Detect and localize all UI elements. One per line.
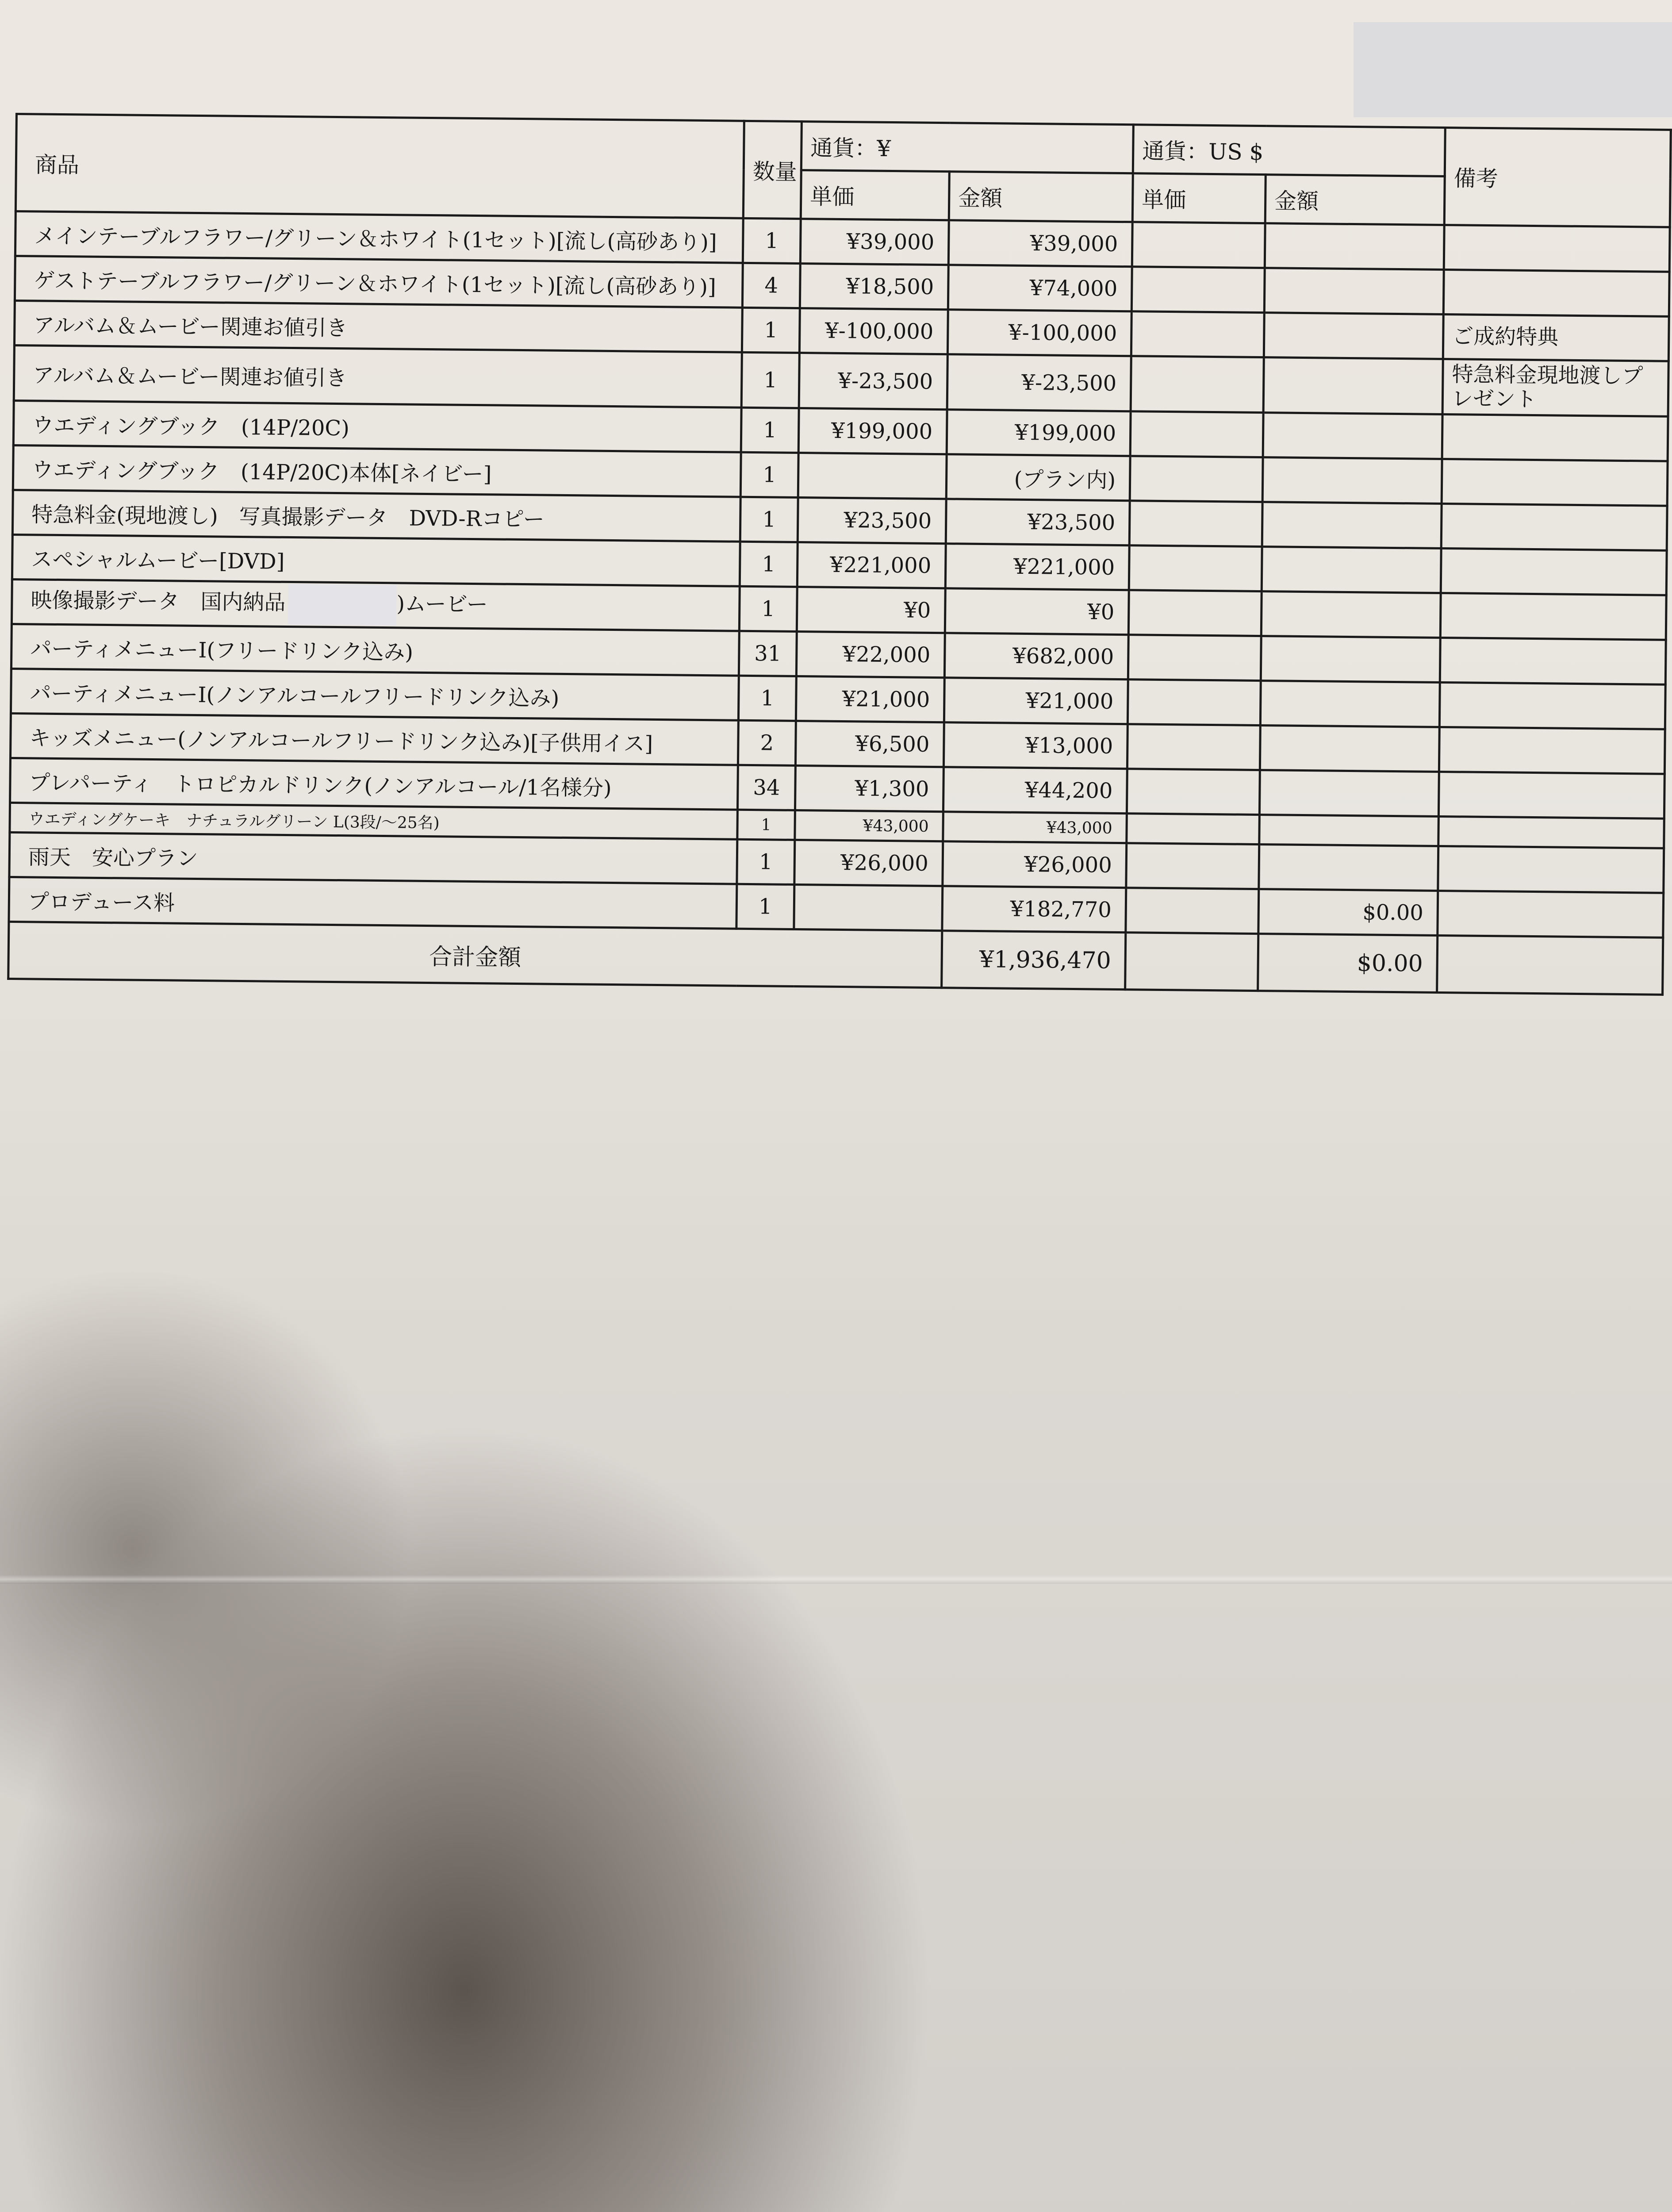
item-quantity: 1	[743, 218, 801, 263]
item-unit-price-yen: ¥221,000	[797, 542, 946, 588]
item-amount-usd: $0.00	[1258, 889, 1438, 936]
item-quantity: 1	[737, 839, 795, 884]
item-quantity: 1	[742, 307, 800, 353]
redaction-block	[288, 584, 397, 626]
header-quantity: 数量	[743, 121, 801, 219]
item-amount-usd	[1265, 223, 1444, 270]
total-unit-price-usd	[1125, 933, 1258, 991]
item-amount-yen: ¥43,000	[943, 812, 1127, 843]
item-amount-yen: ¥26,000	[943, 841, 1127, 888]
item-remarks	[1440, 593, 1666, 640]
item-amount-usd	[1260, 681, 1440, 727]
item-unit-price-yen: ¥22,000	[796, 632, 945, 678]
item-amount-usd	[1262, 547, 1441, 593]
item-amount-usd	[1263, 413, 1442, 459]
item-quantity: 1	[737, 810, 795, 840]
item-amount-usd	[1262, 457, 1442, 504]
item-unit-price-yen: ¥-100,000	[799, 308, 948, 354]
item-amount-yen: ¥74,000	[948, 265, 1132, 311]
item-unit-price-usd	[1126, 888, 1259, 934]
item-quantity: 1	[736, 884, 794, 929]
item-amount-usd	[1261, 636, 1440, 683]
item-name: アルバム＆ムービー関連お値引き	[14, 301, 742, 353]
item-quantity: 4	[742, 263, 800, 308]
item-unit-price-yen: ¥1,300	[795, 765, 943, 811]
quotation-table	[7, 113, 1672, 996]
item-unit-price-yen: ¥23,500	[798, 498, 946, 544]
item-unit-price-usd	[1128, 590, 1262, 636]
item-amount-usd	[1260, 726, 1439, 772]
item-unit-price-usd	[1130, 411, 1263, 457]
item-name-suffix: )ムービー	[396, 591, 488, 617]
item-name: パーティメニューⅠ(フリードリンク込み)	[11, 624, 739, 676]
item-amount-yen: ¥21,000	[944, 678, 1128, 724]
item-amount-usd	[1259, 770, 1439, 817]
item-quantity: 1	[741, 407, 799, 453]
item-amount-yen: ¥23,500	[946, 499, 1130, 545]
item-name: メインテーブルフラワー/グリーン＆ホワイト(1セット)[流し(高砂あり)]	[15, 211, 743, 263]
item-unit-price-yen: ¥43,000	[795, 810, 943, 841]
item-amount-usd	[1259, 845, 1438, 891]
item-remarks	[1438, 816, 1664, 848]
item-name: プロデュース料	[9, 877, 737, 929]
item-unit-price-usd	[1127, 814, 1260, 845]
item-unit-price-yen: ¥6,500	[795, 721, 944, 767]
item-unit-price-yen: ¥26,000	[794, 840, 943, 886]
item-unit-price-yen: ¥199,000	[798, 408, 947, 454]
header-usd-currency: 通貨：US $	[1133, 125, 1445, 177]
item-unit-price-usd	[1131, 311, 1264, 357]
item-amount-usd	[1261, 591, 1441, 638]
item-amount-yen: ¥-100,000	[947, 310, 1131, 356]
item-quantity: 34	[737, 765, 795, 810]
item-quantity: 31	[739, 631, 797, 676]
item-remarks	[1442, 414, 1668, 461]
item-quantity: 1	[739, 586, 797, 631]
item-remarks: ご成約特典	[1443, 315, 1669, 361]
item-unit-price-usd	[1127, 724, 1260, 770]
redaction-block	[1354, 22, 1672, 117]
item-name: パーティメニューⅠ(ノンアルコールフリードリンク込み)	[11, 668, 739, 720]
total-amount-yen: ¥1,936,470	[942, 931, 1126, 990]
item-amount-yen: ¥13,000	[943, 722, 1127, 769]
item-unit-price-usd	[1129, 545, 1262, 591]
item-remarks	[1441, 503, 1667, 550]
item-amount-yen: ¥182,770	[942, 886, 1126, 933]
item-name: ウエディングケーキ ナチュラルグリーン L(3段/～25名)	[10, 803, 738, 839]
item-amount-yen: (プラン内)	[946, 454, 1130, 501]
item-name: ウエディングブック (14P/20C)	[13, 400, 741, 452]
item-unit-price-usd	[1128, 635, 1261, 681]
paper-fold-line	[0, 1575, 1672, 1584]
item-name: アルバム＆ムービー関連お値引き	[14, 345, 742, 407]
item-name: ゲストテーブルフラワー/グリーン＆ホワイト(1セット)[流し(高砂あり)]	[15, 256, 743, 308]
item-name: ウエディングブック (14P/20C)本体[ネイビー]	[13, 445, 741, 497]
item-unit-price-usd	[1131, 356, 1264, 413]
item-amount-usd	[1264, 313, 1443, 359]
item-name: プレパーティ トロピカルドリンク(ノンアルコール/1名様分)	[10, 758, 738, 810]
item-unit-price-usd	[1131, 267, 1265, 313]
item-name: スペシャルムービー[DVD]	[12, 534, 740, 586]
header-remarks: 備考	[1444, 128, 1671, 227]
header-usd-unit-price: 単価	[1132, 173, 1266, 223]
item-unit-price-yen: ¥21,000	[796, 676, 944, 722]
item-unit-price-usd	[1130, 456, 1263, 502]
item-unit-price-yen	[798, 453, 947, 499]
item-amount-yen: ¥199,000	[947, 410, 1131, 456]
item-quantity: 1	[740, 541, 798, 587]
item-remarks	[1438, 846, 1664, 893]
item-remarks	[1443, 270, 1669, 317]
item-unit-price-usd	[1127, 680, 1261, 726]
item-quantity: 1	[738, 676, 796, 721]
item-name: 雨天 安心プラン	[9, 832, 737, 884]
item-amount-usd	[1262, 502, 1442, 549]
item-unit-price-usd	[1127, 769, 1260, 815]
item-name	[12, 579, 740, 631]
item-remarks	[1441, 548, 1667, 595]
item-unit-price-yen: ¥18,500	[800, 264, 948, 310]
item-remarks	[1444, 225, 1670, 272]
item-quantity: 2	[738, 720, 796, 765]
header-yen-currency: 通貨：¥	[801, 122, 1133, 173]
item-name-prefix: 映像撮影データ 国内納品	[31, 588, 286, 615]
item-quantity: 1	[740, 497, 798, 542]
quotation-sheet	[7, 113, 1670, 996]
item-amount-yen: ¥39,000	[948, 220, 1132, 267]
item-amount-yen: ¥0	[945, 588, 1129, 635]
header-product: 商品	[15, 114, 744, 219]
item-unit-price-usd	[1126, 843, 1259, 889]
header-yen-amount: 金額	[949, 172, 1133, 222]
item-name: 特急料金(現地渡し) 写真撮影データ DVD-Rコピー	[12, 490, 740, 541]
total-amount-usd: $0.00	[1258, 934, 1438, 993]
item-unit-price-yen: ¥0	[797, 587, 945, 633]
item-amount-yen: ¥-23,500	[947, 354, 1131, 411]
item-remarks	[1439, 727, 1665, 774]
header-yen-unit-price: 単価	[801, 170, 949, 220]
item-unit-price-yen: ¥-23,500	[799, 353, 947, 410]
item-amount-yen: ¥221,000	[945, 544, 1129, 590]
item-remarks	[1442, 459, 1668, 506]
item-remarks	[1438, 891, 1664, 937]
item-remarks	[1440, 637, 1666, 684]
item-unit-price-yen: ¥39,000	[800, 219, 949, 265]
item-unit-price-usd	[1132, 222, 1265, 268]
item-amount-yen: ¥44,200	[943, 767, 1127, 814]
item-unit-price-usd	[1129, 501, 1262, 547]
item-amount-usd	[1264, 268, 1444, 315]
item-amount-yen: ¥682,000	[944, 633, 1128, 680]
item-remarks: 特急料金現地渡しプレゼント	[1442, 359, 1668, 417]
item-quantity: 1	[740, 452, 798, 497]
header-usd-amount: 金額	[1265, 175, 1445, 225]
total-remarks	[1437, 935, 1663, 995]
item-amount-usd	[1259, 815, 1439, 846]
item-name: キッズメニュー(ノンアルコールフリードリンク込み)[子供用イス]	[10, 713, 738, 765]
item-quantity: 1	[741, 352, 799, 408]
item-amount-usd	[1263, 357, 1443, 415]
total-label: 合計金額	[8, 922, 942, 987]
item-unit-price-yen	[794, 884, 943, 930]
item-remarks	[1438, 772, 1664, 818]
item-remarks	[1439, 682, 1665, 729]
